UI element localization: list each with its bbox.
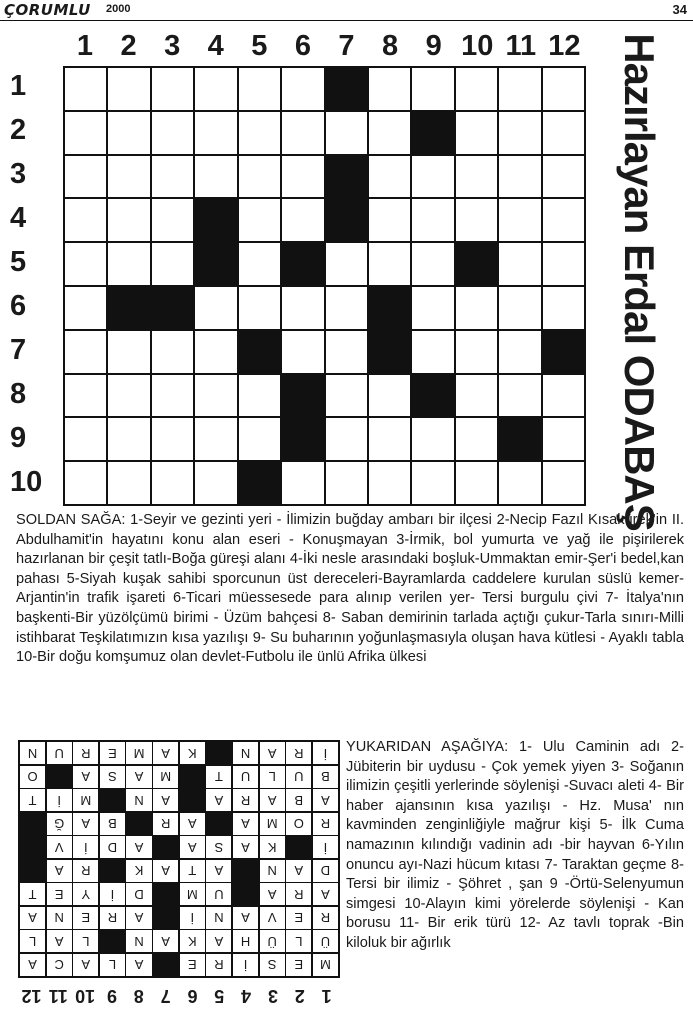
answer-letter: A: [286, 860, 311, 882]
crossword-cell[interactable]: [499, 462, 540, 504]
brand-logo: ÇORUMLU: [4, 1, 91, 19]
answer-letter: A: [206, 930, 231, 952]
answer-letter: N: [233, 742, 258, 764]
answer-letter: Ğ: [47, 813, 72, 835]
answer-letter: İ: [47, 789, 72, 811]
answer-letter: R: [100, 907, 125, 929]
answer-letter: E: [286, 907, 311, 929]
crossword-cell[interactable]: [282, 156, 323, 198]
crossword-cell[interactable]: [108, 156, 149, 198]
answer-letter: A: [73, 954, 98, 976]
crossword-cell[interactable]: [456, 112, 497, 154]
answer-grid: [18, 740, 340, 978]
column-number: 12: [548, 30, 581, 62]
clues-across: SOLDAN SAĞA: 1-Seyir ve gezinti yeri - İlimizin buğday ambarı bir ilçesi 2-Necip Fazıl Kısakürek'in II. Abdulhamit'in hayatını konu alan eseri - Konuşmayan 3-İrmik, bol yumurta ve yağ ile pişirilerek hazırlanan bir çeşit tatlı-Boğa güreşi alanı 4-İki nesle arasındaki boşluk-Ummaktan emir-Şer'i bedel,kan pahası 5-Siyah kuşak sahibi sporcunun üst dereceleri-Bayramlarda caddelere kurulan süslü kemer-Arjantin'in trafik işareti 6-Ticari müessesede para alınıp verilen yer- Tersi burgulu çivi 7- İtalya'nın başkenti-Bir yüzölçümü birimi - Üzüm bahçesi 8- Saban demirinin tarlada açtığı çukur-Tarla sınırı-Milli istihbarat Teşkilatımızın kısa yazılışı 9- Su buharının yoğunlaşmasıyla oluşan hava kütlesi - Ayaklı tabla 10-Bir doğu komşumuz olan devlet-Futbolu ile ünlü Afrika ülkesi: [16, 512, 684, 666]
column-number: 7: [338, 30, 355, 62]
answer-letter: N: [127, 930, 152, 952]
answer-letter: İ: [233, 954, 258, 976]
answer-letter: A: [127, 766, 152, 788]
black-square: [326, 68, 367, 110]
answer-letter: İ: [313, 742, 338, 764]
answer-letter: H: [233, 930, 258, 952]
answer-letter: T: [20, 789, 45, 811]
black-square: [499, 418, 540, 460]
crossword-cell[interactable]: [65, 243, 106, 285]
answer-letter: N: [47, 907, 72, 929]
crossword-cell[interactable]: [543, 156, 584, 198]
black-square: [195, 199, 236, 241]
answer-letter: T: [206, 766, 231, 788]
crossword-cell[interactable]: [282, 462, 323, 504]
crossword-cell[interactable]: [108, 68, 149, 110]
answer-letter: R: [233, 789, 258, 811]
page-number: 34: [672, 2, 687, 17]
answer-column-number: 3: [267, 986, 278, 1006]
crossword-cell[interactable]: [195, 375, 236, 417]
crossword-cell[interactable]: [152, 375, 193, 417]
black-square: [412, 112, 453, 154]
row-number: 6: [10, 290, 27, 322]
answer-letter: E: [47, 883, 72, 905]
crossword-cell[interactable]: [369, 462, 410, 504]
column-number: 4: [207, 30, 224, 62]
row-number: 3: [10, 158, 27, 190]
column-number: 1: [76, 30, 94, 62]
answer-letter: B: [286, 789, 311, 811]
answer-column-number: 2: [294, 986, 305, 1006]
crossword-cell[interactable]: [152, 156, 193, 198]
crossword-cell[interactable]: [369, 112, 410, 154]
crossword-cell[interactable]: [108, 243, 149, 285]
black-square: [369, 331, 410, 373]
answer-letter: D: [127, 883, 152, 905]
answer-black-square: [153, 954, 178, 976]
answer-letter: A: [20, 954, 45, 976]
crossword-cell[interactable]: [499, 331, 540, 373]
crossword-cell[interactable]: [412, 287, 453, 329]
crossword-cell[interactable]: [369, 156, 410, 198]
crossword-cell[interactable]: [239, 375, 280, 417]
black-square: [369, 287, 410, 329]
answer-key: [10, 738, 340, 1010]
answer-black-square: [206, 742, 231, 764]
answer-letter: R: [286, 883, 311, 905]
crossword-cell[interactable]: [239, 156, 280, 198]
answer-letter: Ü: [260, 930, 285, 952]
answer-letter: D: [313, 860, 338, 882]
crossword-cell[interactable]: [239, 418, 280, 460]
crossword-cell[interactable]: [543, 199, 584, 241]
answer-letter: A: [180, 836, 205, 858]
black-square: [282, 243, 323, 285]
crossword-cell[interactable]: [65, 199, 106, 241]
answer-letter: A: [20, 907, 45, 929]
crossword-cell[interactable]: [456, 418, 497, 460]
answer-letter: R: [73, 860, 98, 882]
answer-letter: V: [47, 836, 72, 858]
crossword-cell[interactable]: [543, 243, 584, 285]
black-square: [326, 199, 367, 241]
crossword-cell[interactable]: [456, 331, 497, 373]
author-credit: Hazırlayan Erdal ODABAŞ: [616, 33, 663, 531]
crossword-cell[interactable]: [152, 418, 193, 460]
answer-letter: M: [180, 883, 205, 905]
crossword-cell[interactable]: [108, 375, 149, 417]
crossword-cell[interactable]: [195, 68, 236, 110]
answer-black-square: [180, 766, 205, 788]
answer-letter: S: [100, 766, 125, 788]
black-square: [108, 287, 149, 329]
answer-letter: T: [20, 883, 45, 905]
crossword-cell[interactable]: [456, 199, 497, 241]
crossword-cell[interactable]: [195, 418, 236, 460]
black-square: [239, 331, 280, 373]
crossword-cell[interactable]: [412, 243, 453, 285]
crossword-cell[interactable]: [499, 112, 540, 154]
answer-letter: İ: [180, 907, 205, 929]
crossword-cell[interactable]: [326, 287, 367, 329]
crossword-cell[interactable]: [195, 112, 236, 154]
crossword-cell[interactable]: [65, 112, 106, 154]
answer-letter: R: [313, 907, 338, 929]
crossword-cell[interactable]: [499, 375, 540, 417]
answer-letter: B: [100, 813, 125, 835]
answer-column-number: 10: [75, 986, 96, 1006]
answer-letter: A: [153, 789, 178, 811]
crossword-cell[interactable]: [282, 68, 323, 110]
answer-letter: M: [313, 954, 338, 976]
row-numbers: [10, 66, 58, 506]
answer-letter: K: [260, 836, 285, 858]
answer-letter: R: [153, 813, 178, 835]
answer-column-number: 9: [106, 986, 117, 1006]
answer-column-number: 5: [214, 986, 225, 1006]
answer-letter: M: [153, 766, 178, 788]
row-number: 2: [10, 114, 27, 146]
answer-letter: U: [233, 766, 258, 788]
crossword-cell[interactable]: [326, 462, 367, 504]
answer-letter: N: [127, 789, 152, 811]
crossword-cell[interactable]: [108, 462, 149, 504]
answer-letter: R: [313, 813, 338, 835]
answer-letter: A: [180, 813, 205, 835]
answer-letter: N: [20, 742, 45, 764]
answer-letter: L: [286, 930, 311, 952]
crossword-cell[interactable]: [369, 243, 410, 285]
page-header: [0, 0, 693, 21]
crossword-cell[interactable]: [152, 243, 193, 285]
clues-down: YUKARIDAN AŞAĞIYA: 1- Ulu Caminin adı 2- Jübiterin bir uydusu - Çok yemek yiyen 3- Soğanın ilimizin çeşitli yerlerinde söylenişi -Suvacı aleti 4- Bir haber ajansının kısa yazılışı - Hz. Musa' nın kavminden zenginliğiyle mağrur kişi 5- İlk Cuma namazının kılındığı vadinin adı -bir hayvan 6-Yılın onuncu ayı-Nazi hücum kıtası 7- Taraktan geçme 8- Tersi bir ilimiz - Şöhret , şan 9 -Örtü-Selenyumun simgesi 10-Alayın kimi yörelerde söylenişi - Kan borusu 11- Bir erik türü 12- Az tavlı toprak -Bin kiloluk bir ağırlık: [346, 739, 684, 951]
answer-black-square: [206, 813, 231, 835]
answer-letter: B: [313, 766, 338, 788]
black-square: [195, 243, 236, 285]
crossword-cell[interactable]: [65, 287, 106, 329]
answer-black-square: [20, 860, 45, 882]
crossword-cell[interactable]: [369, 418, 410, 460]
crossword-cell[interactable]: [543, 418, 584, 460]
answer-letter: K: [180, 930, 205, 952]
crossword-cell[interactable]: [326, 418, 367, 460]
crossword-cell[interactable]: [195, 156, 236, 198]
answer-letter: A: [127, 907, 152, 929]
crossword-cell[interactable]: [369, 375, 410, 417]
answer-letter: A: [260, 742, 285, 764]
crossword-cell[interactable]: [412, 462, 453, 504]
answer-letter: S: [260, 954, 285, 976]
column-number: 5: [251, 30, 268, 62]
crossword-cell[interactable]: [282, 331, 323, 373]
crossword-cell[interactable]: [152, 68, 193, 110]
crossword-cell[interactable]: [543, 375, 584, 417]
answer-black-square: [233, 860, 258, 882]
crossword-cell[interactable]: [543, 462, 584, 504]
author-credit-box: [594, 33, 684, 531]
crossword-grid: [63, 66, 586, 506]
answer-letter: A: [153, 930, 178, 952]
column-number: 11: [505, 30, 537, 62]
answer-letter: N: [206, 907, 231, 929]
answer-letter: A: [127, 954, 152, 976]
answer-column-number: 1: [321, 986, 332, 1006]
answer-letter: A: [73, 766, 98, 788]
answer-letter: E: [100, 742, 125, 764]
crossword-cell[interactable]: [499, 156, 540, 198]
answer-letter: M: [260, 813, 285, 835]
answer-letter: A: [313, 883, 338, 905]
answer-black-square: [233, 883, 258, 905]
crossword-cell[interactable]: [152, 199, 193, 241]
crossword-cell[interactable]: [412, 418, 453, 460]
answer-letter: A: [313, 789, 338, 811]
row-number: 1: [10, 70, 27, 102]
answer-black-square: [153, 907, 178, 929]
answer-black-square: [153, 883, 178, 905]
crossword-cell[interactable]: [282, 287, 323, 329]
answer-letter: C: [47, 954, 72, 976]
black-square: [412, 375, 453, 417]
crossword-cell[interactable]: [412, 199, 453, 241]
black-square: [282, 418, 323, 460]
answer-letter: İ: [73, 836, 98, 858]
answer-letter: İ: [313, 836, 338, 858]
answer-letter: M: [73, 789, 98, 811]
answer-letter: U: [286, 766, 311, 788]
answer-black-square: [100, 930, 125, 952]
crossword-cell[interactable]: [282, 112, 323, 154]
column-numbers: [63, 30, 586, 64]
crossword-cell[interactable]: [412, 68, 453, 110]
answer-letter: A: [47, 930, 72, 952]
answer-letter: Y: [73, 883, 98, 905]
answer-black-square: [180, 789, 205, 811]
answer-letter: A: [206, 789, 231, 811]
row-number: 8: [10, 378, 27, 410]
answer-column-number: 7: [160, 986, 171, 1006]
answer-column-number: 8: [133, 986, 144, 1006]
crossword-cell[interactable]: [456, 287, 497, 329]
answer-black-square: [100, 789, 125, 811]
answer-letter: L: [260, 766, 285, 788]
crossword-cell[interactable]: [369, 199, 410, 241]
black-square: [152, 287, 193, 329]
column-number: 6: [294, 30, 311, 62]
row-number: 10: [10, 466, 43, 498]
answer-letter: V: [260, 907, 285, 929]
crossword-cell[interactable]: [543, 68, 584, 110]
answer-letter: A: [153, 860, 178, 882]
crossword-cell[interactable]: [326, 243, 367, 285]
answer-letter: A: [127, 836, 152, 858]
crossword-cell[interactable]: [499, 287, 540, 329]
column-number: 3: [164, 30, 181, 62]
crossword-cell[interactable]: [152, 112, 193, 154]
answer-letter: S: [206, 836, 231, 858]
answer-black-square: [127, 813, 152, 835]
row-number: 5: [10, 246, 27, 278]
answer-black-square: [153, 836, 178, 858]
answer-letter: N: [260, 860, 285, 882]
year-label: 2000: [106, 3, 131, 15]
crossword-cell[interactable]: [152, 462, 193, 504]
answer-letter: R: [73, 742, 98, 764]
crossword-cell[interactable]: [195, 331, 236, 373]
column-number: 2: [120, 30, 137, 62]
answer-black-square: [286, 836, 311, 858]
crossword-cell[interactable]: [152, 331, 193, 373]
answer-black-square: [20, 813, 45, 835]
answer-letter: L: [20, 930, 45, 952]
crossword-cell[interactable]: [239, 112, 280, 154]
crossword-cell[interactable]: [108, 331, 149, 373]
crossword-cell[interactable]: [369, 68, 410, 110]
crossword-cell[interactable]: [195, 462, 236, 504]
black-square: [282, 375, 323, 417]
black-square: [326, 156, 367, 198]
answer-letter: A: [260, 789, 285, 811]
crossword-cell[interactable]: [239, 199, 280, 241]
answer-letter: K: [180, 742, 205, 764]
row-number: 4: [10, 202, 27, 234]
answer-letter: A: [73, 813, 98, 835]
crossword-cell[interactable]: [108, 112, 149, 154]
answer-letter: T: [180, 860, 205, 882]
crossword-cell[interactable]: [239, 243, 280, 285]
answer-letter: E: [73, 907, 98, 929]
answer-black-square: [100, 860, 125, 882]
answer-letter: L: [73, 930, 98, 952]
crossword-cell[interactable]: [239, 287, 280, 329]
answer-letter: O: [20, 766, 45, 788]
crossword-cell[interactable]: [499, 243, 540, 285]
black-square: [543, 331, 584, 373]
crossword-cell[interactable]: [543, 287, 584, 329]
column-number: 10: [461, 30, 494, 62]
answer-letter: A: [233, 907, 258, 929]
crossword-cell[interactable]: [65, 331, 106, 373]
answer-letter: O: [286, 813, 311, 835]
crossword-cell[interactable]: [65, 375, 106, 417]
answer-letter: A: [47, 860, 72, 882]
crossword-cell[interactable]: [239, 68, 280, 110]
crossword-cell[interactable]: [326, 112, 367, 154]
answer-black-square: [47, 766, 72, 788]
answer-letter: Ü: [313, 930, 338, 952]
black-square: [239, 462, 280, 504]
crossword-cell[interactable]: [108, 199, 149, 241]
crossword-cell[interactable]: [195, 287, 236, 329]
crossword-cell[interactable]: [456, 375, 497, 417]
row-number: 7: [10, 334, 27, 366]
answer-letter: K: [127, 860, 152, 882]
crossword-cell[interactable]: [412, 331, 453, 373]
row-number: 9: [10, 422, 27, 454]
crossword-cell[interactable]: [412, 156, 453, 198]
crossword-cell[interactable]: [65, 156, 106, 198]
crossword-cell[interactable]: [499, 68, 540, 110]
answer-letter: A: [233, 813, 258, 835]
crossword-cell[interactable]: [456, 462, 497, 504]
answer-letter: L: [100, 954, 125, 976]
crossword-cell[interactable]: [65, 462, 106, 504]
crossword-cell[interactable]: [282, 199, 323, 241]
column-number: 8: [382, 30, 399, 62]
crossword-cell[interactable]: [326, 375, 367, 417]
crossword-cell[interactable]: [499, 199, 540, 241]
answer-letter: A: [233, 836, 258, 858]
answer-letter: U: [206, 883, 231, 905]
answer-letter: E: [180, 954, 205, 976]
crossword-cell[interactable]: [456, 156, 497, 198]
answer-column-number: 6: [187, 986, 198, 1006]
crossword-cell[interactable]: [456, 68, 497, 110]
crossword-cell[interactable]: [65, 418, 106, 460]
answer-column-numbers: [18, 982, 340, 1006]
answer-column-number: 12: [21, 986, 42, 1006]
black-square: [456, 243, 497, 285]
answer-column-number: 11: [48, 986, 68, 1006]
answer-letter: D: [100, 836, 125, 858]
crossword-cell[interactable]: [543, 112, 584, 154]
crossword-cell[interactable]: [108, 418, 149, 460]
crossword-cell[interactable]: [65, 68, 106, 110]
answer-letter: U: [47, 742, 72, 764]
answer-letter: İ: [100, 883, 125, 905]
answer-letter: M: [127, 742, 152, 764]
answer-letter: R: [286, 742, 311, 764]
answer-letter: R: [206, 954, 231, 976]
answer-black-square: [20, 836, 45, 858]
answer-letter: E: [286, 954, 311, 976]
crossword-cell[interactable]: [326, 331, 367, 373]
answer-column-number: 4: [241, 986, 252, 1006]
answer-letter: A: [260, 883, 285, 905]
answer-letter: A: [206, 860, 231, 882]
column-number: 9: [425, 30, 442, 62]
answer-letter: A: [153, 742, 178, 764]
